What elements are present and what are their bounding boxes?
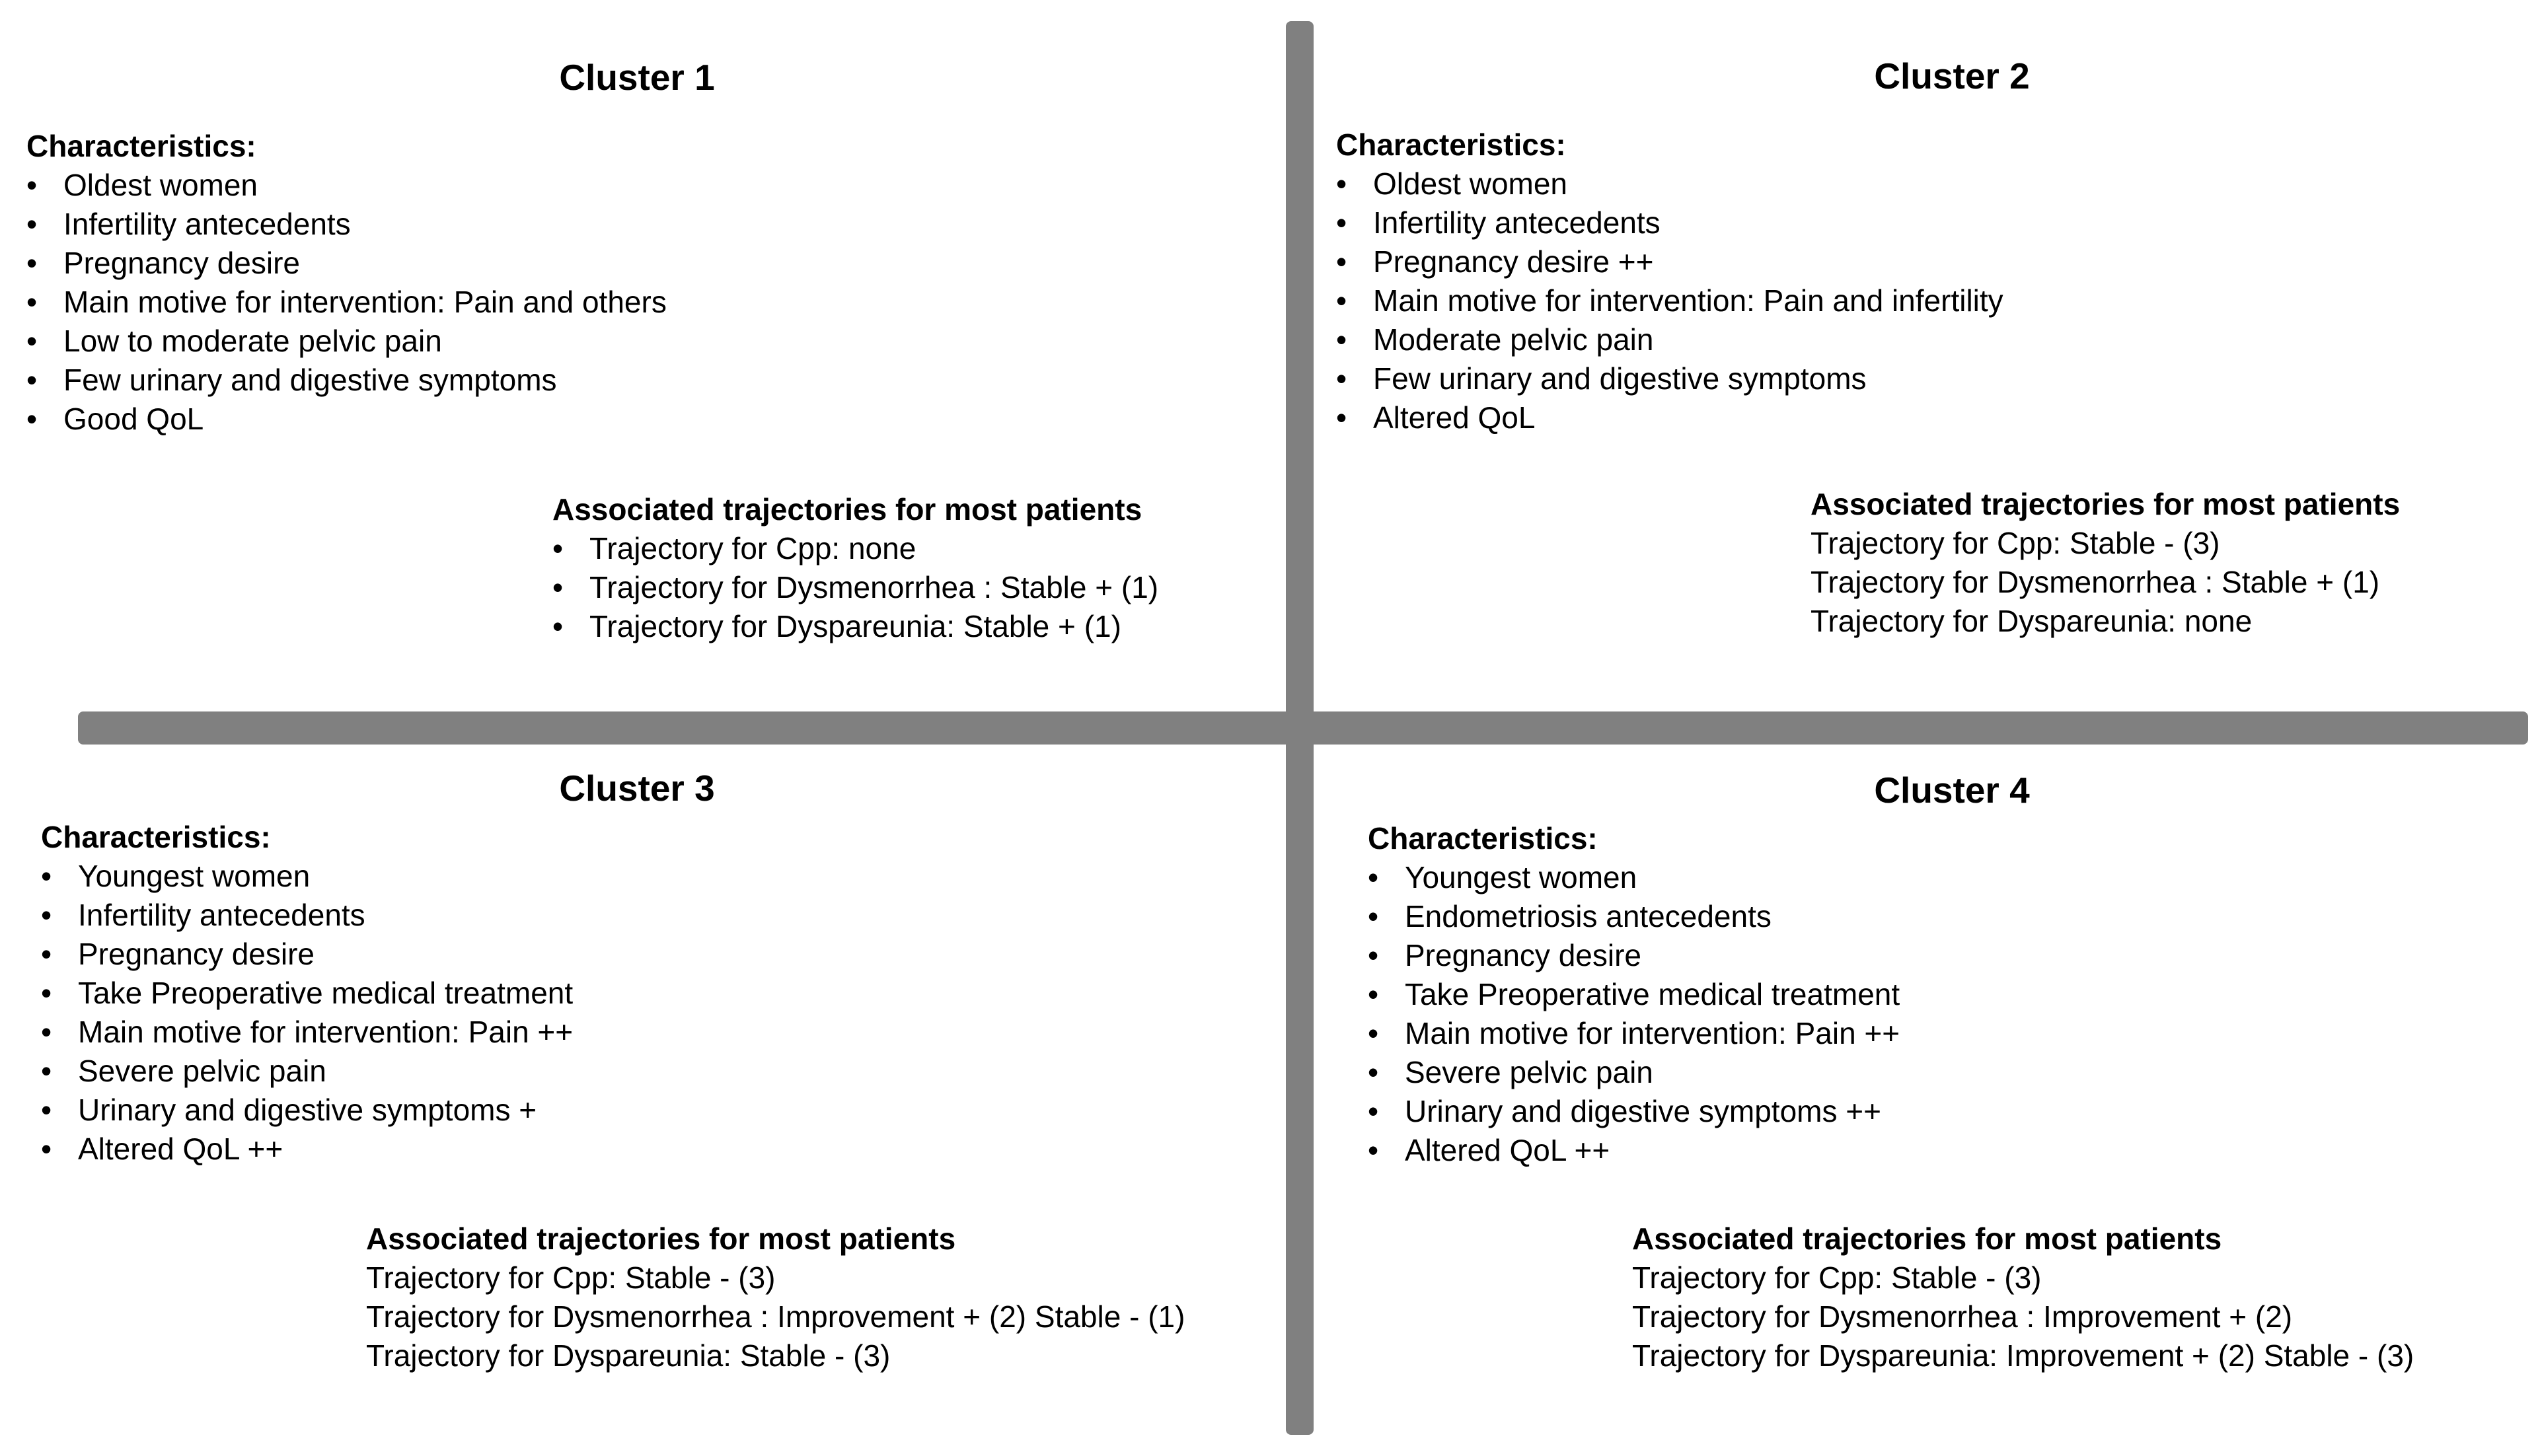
list-item: • Trajectory for Dysmenorrhea : Stable + (1) — [552, 568, 1158, 607]
list-item: • Trajectory for Dyspareunia: Stable + (1) — [552, 607, 1158, 646]
list-item: • Severe pelvic pain — [41, 1052, 573, 1091]
list-item: Trajectory for Cpp: Stable - (3) — [1632, 1260, 2042, 1295]
list-item: • Low to moderate pelvic pain — [26, 322, 667, 361]
list-item: • Moderate pelvic pain — [1336, 320, 2003, 359]
list-item: • Infertility antecedents — [26, 205, 667, 244]
characteristics-list — [1336, 164, 2003, 437]
list-item: • Infertility antecedents — [41, 896, 573, 935]
list-item: • Main motive for intervention: Pain ++ — [1368, 1014, 1900, 1053]
horizontal-divider — [78, 711, 2528, 745]
list-item: • Good QoL — [26, 400, 667, 439]
list-item: • Urinary and digestive symptoms + — [41, 1091, 573, 1130]
list-item: • Oldest women — [26, 166, 667, 205]
list-item: • Trajectory for Cpp: none — [552, 529, 1158, 568]
list-item: • Few urinary and digestive symptoms — [1336, 359, 2003, 398]
list-item: • Urinary and digestive symptoms ++ — [1368, 1092, 1900, 1131]
list-item: • Few urinary and digestive symptoms — [26, 361, 667, 400]
list-item: • Altered QoL — [1336, 398, 2003, 437]
list-item: • Youngest women — [41, 857, 573, 896]
trajectories-heading: Associated trajectories for most patients — [1811, 487, 2401, 521]
cluster-3-characteristics — [41, 818, 573, 1169]
list-item: • Main motive for intervention: Pain and others — [26, 283, 667, 322]
trajectories-list — [552, 529, 1158, 646]
characteristics-heading: Characteristics: — [26, 129, 256, 163]
trajectories-heading: Associated trajectories for most patients — [552, 492, 1142, 527]
cluster-1-trajectories — [552, 490, 1158, 646]
cluster-1-characteristics — [26, 127, 667, 439]
characteristics-heading: Characteristics: — [1336, 127, 1566, 162]
characteristics-list — [26, 166, 667, 439]
list-item: Trajectory for Dyspareunia: Improvement + (2) Stable - (3) — [1632, 1338, 2414, 1373]
list-item: Trajectory for Cpp: Stable - (3) — [1811, 526, 2220, 560]
list-item: • Youngest women — [1368, 858, 1900, 897]
list-item: Trajectory for Dyspareunia: none — [1811, 604, 2253, 638]
trajectories-list — [1811, 524, 2400, 641]
list-item: • Infertility antecedents — [1336, 203, 2003, 242]
cluster-1-title: Cluster 1 — [559, 57, 715, 98]
characteristics-heading: Characteristics: — [41, 820, 271, 854]
characteristics-list — [41, 857, 573, 1169]
characteristics-heading: Characteristics: — [1368, 821, 1598, 855]
list-item: Trajectory for Dysmenorrhea : Stable + (1) — [1811, 565, 2380, 599]
list-item: • Pregnancy desire ++ — [1336, 242, 2003, 281]
trajectories-heading: Associated trajectories for most patients — [366, 1221, 956, 1256]
list-item: Trajectory for Dysmenorrhea : Improvement + (2) Stable - (1) — [366, 1299, 1185, 1334]
cluster-3-trajectories — [366, 1219, 1185, 1375]
trajectories-list — [1632, 1258, 2414, 1375]
cluster-2-title: Cluster 2 — [1874, 55, 2030, 96]
cluster-4-characteristics — [1368, 819, 1900, 1170]
cluster-2-trajectories — [1811, 485, 2400, 641]
cluster-4-trajectories — [1632, 1219, 2414, 1375]
list-item: • Endometriosis antecedents — [1368, 897, 1900, 936]
trajectories-heading: Associated trajectories for most patients — [1632, 1221, 2222, 1256]
trajectories-list — [366, 1258, 1185, 1375]
list-item: • Main motive for intervention: Pain and infertility — [1336, 281, 2003, 320]
list-item: • Pregnancy desire — [1368, 936, 1900, 975]
list-item: • Take Preoperative medical treatment — [1368, 975, 1900, 1014]
list-item: Trajectory for Dysmenorrhea : Improvement + (2) — [1632, 1299, 2293, 1334]
cluster-2-characteristics — [1336, 126, 2003, 437]
cluster-4-title: Cluster 4 — [1874, 770, 2030, 811]
list-item: Trajectory for Dyspareunia: Stable - (3) — [366, 1338, 891, 1373]
list-item: • Take Preoperative medical treatment — [41, 974, 573, 1013]
list-item: • Pregnancy desire — [41, 935, 573, 974]
cluster-3-title: Cluster 3 — [559, 768, 715, 809]
list-item: • Severe pelvic pain — [1368, 1053, 1900, 1092]
characteristics-list — [1368, 858, 1900, 1170]
list-item: • Pregnancy desire — [26, 244, 667, 283]
list-item: • Oldest women — [1336, 164, 2003, 203]
list-item: • Altered QoL ++ — [41, 1130, 573, 1169]
list-item: • Altered QoL ++ — [1368, 1131, 1900, 1170]
list-item: Trajectory for Cpp: Stable - (3) — [366, 1260, 776, 1295]
list-item: • Main motive for intervention: Pain ++ — [41, 1013, 573, 1052]
